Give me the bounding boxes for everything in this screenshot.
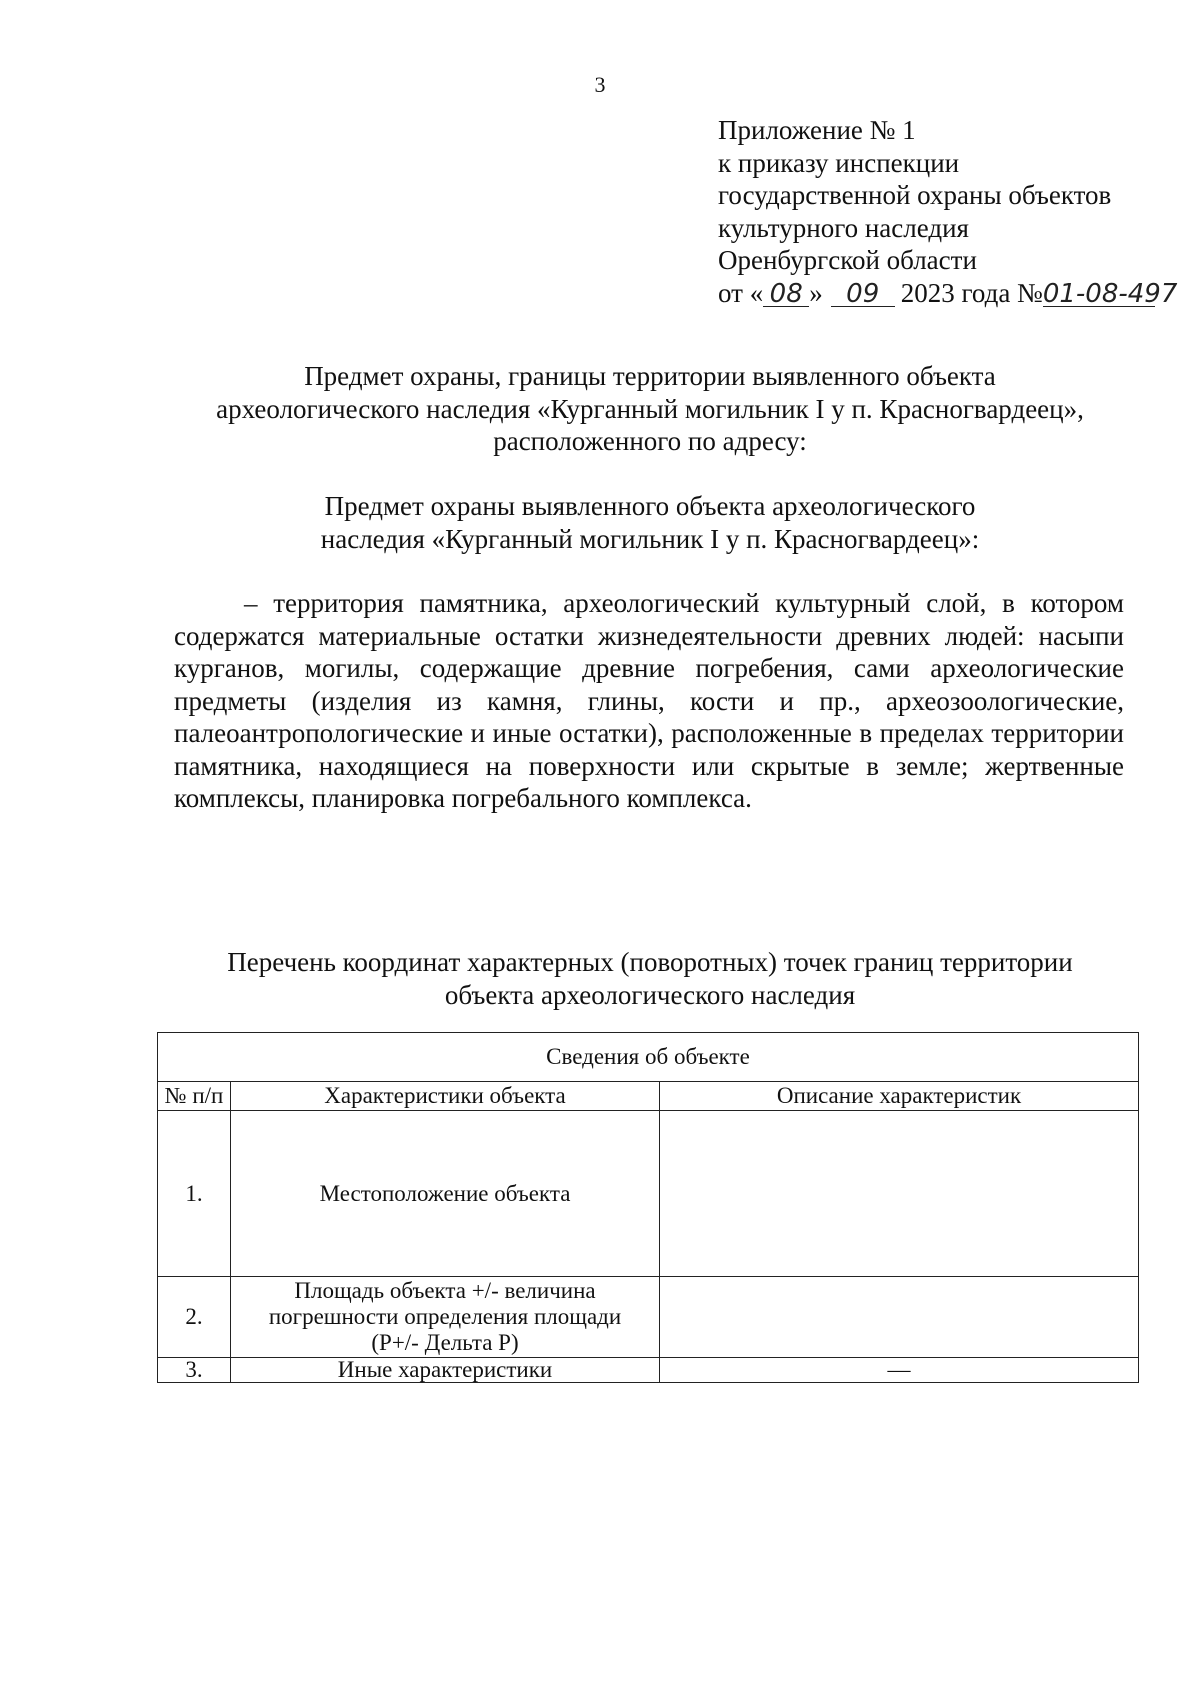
row-description <box>660 1277 1139 1358</box>
date-mid: » <box>809 277 823 308</box>
handwritten-day: 08 <box>763 282 809 307</box>
table-row <box>158 1111 1139 1277</box>
characteristic-line: (P+/- Дельта P) <box>371 1330 519 1355</box>
coordinates-title-line: Перечень координат характерных (поворотных) точек границ территории <box>227 947 1073 977</box>
table-row <box>158 1358 1139 1383</box>
row-number: 2. <box>158 1277 231 1358</box>
title-line: Предмет охраны, границы территории выявленного объекта <box>304 361 996 391</box>
object-info-table <box>157 1032 1139 1383</box>
appendix-line: культурного наследия <box>718 212 969 243</box>
column-header-characteristic: Характеристики объекта <box>231 1082 660 1111</box>
coordinates-title <box>170 946 1130 1011</box>
table-columns-row <box>158 1082 1139 1111</box>
date-prefix: от « <box>718 277 764 308</box>
subject-title <box>170 490 1130 555</box>
table-header: Сведения об объекте <box>158 1033 1139 1082</box>
appendix-line: Приложение № 1 <box>718 115 916 145</box>
appendix-line: Оренбургской области <box>718 245 977 275</box>
characteristic-line: Площадь объекта +/- величина <box>294 1278 596 1303</box>
row-characteristic: Местоположение объекта <box>231 1111 660 1277</box>
row-description <box>660 1111 1139 1277</box>
coordinates-title-line: объекта археологического наследия <box>444 979 856 1010</box>
title-line: археологического наследия «Курганный могильник I у п. Красногвардеец», <box>216 393 1084 424</box>
column-header-description: Описание характеристик <box>660 1082 1139 1111</box>
handwritten-order-number: 01-08-497 <box>1042 278 1178 309</box>
appendix-date-line <box>718 277 1178 310</box>
body-paragraph: – территория памятника, археологический культурный слой, в котором содержатся материальные остатки жизнедеятельности древних людей: насыпи курганов, могилы, содержащие древние погребения, сами археологические предметы (изделия из камня, глины, кости и пр., археозоологические, палеоантропологические и иные остатки), расположенные в пределах территории памятника, находящиеся на поверхности или скрытые в земле; жертвенные комплексы, планировка погребального комплекса. <box>174 588 1124 813</box>
document-title <box>170 360 1130 458</box>
page-number: 3 <box>594 72 606 97</box>
handwritten-month: 09 <box>831 282 895 307</box>
subject-title-line: наследия «Курганный могильник I у п. Красногвардеец»: <box>320 523 980 554</box>
appendix-line: государственной охраны объектов <box>718 180 1112 210</box>
table-header-row <box>158 1033 1139 1082</box>
row-characteristic <box>231 1277 660 1358</box>
row-number: 1. <box>158 1111 231 1277</box>
appendix-line: к приказу инспекции <box>718 147 960 178</box>
table-row <box>158 1277 1139 1358</box>
row-characteristic: Иные характеристики <box>231 1358 660 1383</box>
characteristic-line: погрешности определения площади <box>268 1304 622 1329</box>
row-number: 3. <box>158 1358 231 1383</box>
appendix-block <box>718 114 1178 309</box>
row-description: — <box>660 1358 1139 1383</box>
title-line: расположенного по адресу: <box>493 426 807 456</box>
year-text: 2023 года № <box>900 277 1043 308</box>
column-header-number: № п/п <box>158 1082 231 1111</box>
subject-title-line: Предмет охраны выявленного объекта археологического <box>324 491 976 521</box>
